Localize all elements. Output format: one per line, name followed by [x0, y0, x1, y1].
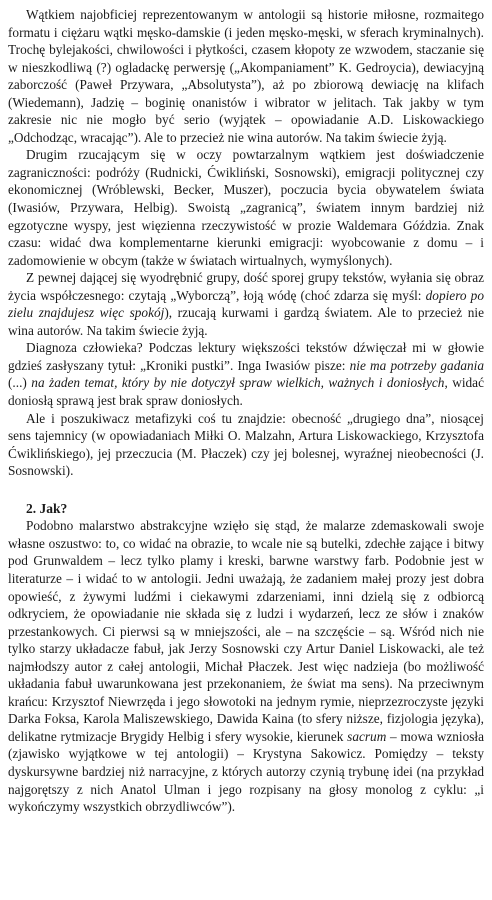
italic-quote: na żaden temat, który by nie dotyczył spraw wielkich, ważnych i doniosłych — [31, 375, 445, 391]
body-text-part1 — [8, 6, 484, 480]
text-run: Z pewnej dającej się wyodrębnić grupy, dość sporej grupy tekstów, wyłania się obraz życia współczesnego: czytają „Wyborczą”, łoją wódę (choć zdarza się myśl: — [8, 270, 484, 303]
text-run: – mowa wzniosła (zjawisko wyjątkowe w tej antologii) – Krystyna Sakowicz. Pomiędzy – teksty dyskursywne bardziej niż narracyjne, z których autorzy czynią trybunę idei (na przykład najgorętszy z nich Anatol Ulman i jego rozpisany na głosy monolog z cyklu: „i wykończymy wszystkich obrzydliwców”). — [8, 728, 484, 815]
paragraph-abstract-painting — [8, 517, 484, 815]
paragraph-diagnosis — [8, 339, 484, 409]
section-heading: 2. Jak? — [26, 500, 68, 516]
text-run: (...) — [8, 375, 32, 391]
italic-quote: nie ma potrzeby gadania — [349, 357, 484, 373]
italic-quote: dopiero po zielu znajdujesz więc spokój — [8, 287, 484, 321]
text-run: ), rzucają kurwami i gardzą światem. Ale to przecież nie wina autorów. Na takim świecie żyją. — [8, 305, 484, 338]
paragraph-foreignness — [8, 146, 484, 269]
text-run: Drugim rzucającym się w oczy powtarzalnym wątkiem jest doświadczenie zagraniczności: podróży (Rudnicki, Ćwikliński, Sosnowski), emigracji politycznej czy ekonomicznej (Wróblewski, Becker, Muszer), poczucia bycia obywatelem świata (Iwasiów, Przywara, Helbig). Swoistą „zagranicą”, światem innym bardziej niż egzotyczne wyspy, jest więzienna rzeczywistość w prozie Waldemara Góździa. Znak czasu: widać dwa komplementarne kierunki emigracji: wyobcowanie z domu – i zadomowienie w obcym (także w światach wirtualnych, wymyślonych). — [8, 147, 484, 268]
text-run: , widać doniosłą sprawą jest brak spraw doniosłych. — [8, 375, 484, 409]
paragraph-romance — [8, 6, 484, 146]
body-text-part2 — [8, 517, 484, 815]
text-run: Podobno malarstwo abstrakcyjne wzięło się stąd, że malarze zdemaskowali swoje własne oszustwo: to, co widać na obrazie, to wcale nie są butelki, zdechłe zające i bitwy pod Grunwaldem – lecz tylko plamy i kreski, barwne warstwy farb. Podobnie jest w literaturze – i widać to w antologii. Jedni uważają, że zadaniem małej prozy jest dobra opowieść, z żywymi ludźmi i ciekawymi zdarzeniami, inni dzielą się z odbiorcą odkryciem, że opowiadanie nie składa się z ludzi i wydarzeń, lecz ze słów i znaków przestankowych. Ci pierwsi są w mniejszości, ale – na szczęście – są. Wśród nich nie tylko starzy układacze fabuł, jak Jerzy Sosnowski czy Artur Daniel Liskowacki, ale też najmłodszy autor z całej antologii, Michał Płaczek. Jest więc nadzieja (bo możliwość układania fabuł uwarunkowana jest przekonaniem, że świat ma sens). Na przeciwnym krańcu: Krzysztof Niewrzęda i jego słowotoki na jednym rymie, nieprzezroczyste języki Darka Foksa, Karola Maliszewskiego, Dawida Kaina (to sfery niższe, fizjologia języka), delikatne rytmizacje Brygidy Helbig i sfery wysokie, kierunek — [8, 518, 484, 744]
italic-quote: sacrum — [347, 728, 387, 744]
text-run: Wątkiem najobficiej reprezentowanym w antologii są historie miłosne, rozmaitego formatu i ciężaru wątki męsko-damskie (i jeden męsko-męski, w sferach kryminalnych). Trochę bylejakości, chwilowości i płytkości, czasem kłopoty ze wzwodem, staczanie się w nieszkodliwą (?) ogladackę perwersję („Akompaniament” K. Gedroycia), dewiacyjną zaborczość (Paweł Przywara, „Absolutysta”), aż po zbiorową dewiację na klifach (Wiedemann), Jadzię – boginię onanistów i wibrator w jelitach. Tak jakby w tym zakresie nic nie mogło być serio (wyjątek – opowiadanie A.D. Liskowackiego „Odchodząc, wracając”). Ale to przecież nie wina autorów. Na takim świecie żyją. — [8, 7, 484, 145]
paragraph-metaphysics — [8, 410, 484, 480]
paragraph-contemporary-life — [8, 269, 484, 339]
text-run: Diagnoza człowieka? Podczas lektury większości tekstów dźwięczał mi w głowie gdzieś zasłyszany tytuł: „Kroniki pustki”. Inga Iwasiów pisze: — [8, 340, 484, 373]
text-run: Ale i poszukiwacz metafizyki coś tu znajdzie: obecność „drugiego dna”, niosącej sens tajemnicy (w opowiadaniach Miłki O. Malzahn, Artura Liskowackiego, Krzysztofa Ćwiklińskiego), jej przeczucia (M. Płaczek) czy jej bolesnej, wyraźnej nieobecności (J. Sosnowski). — [8, 410, 484, 479]
